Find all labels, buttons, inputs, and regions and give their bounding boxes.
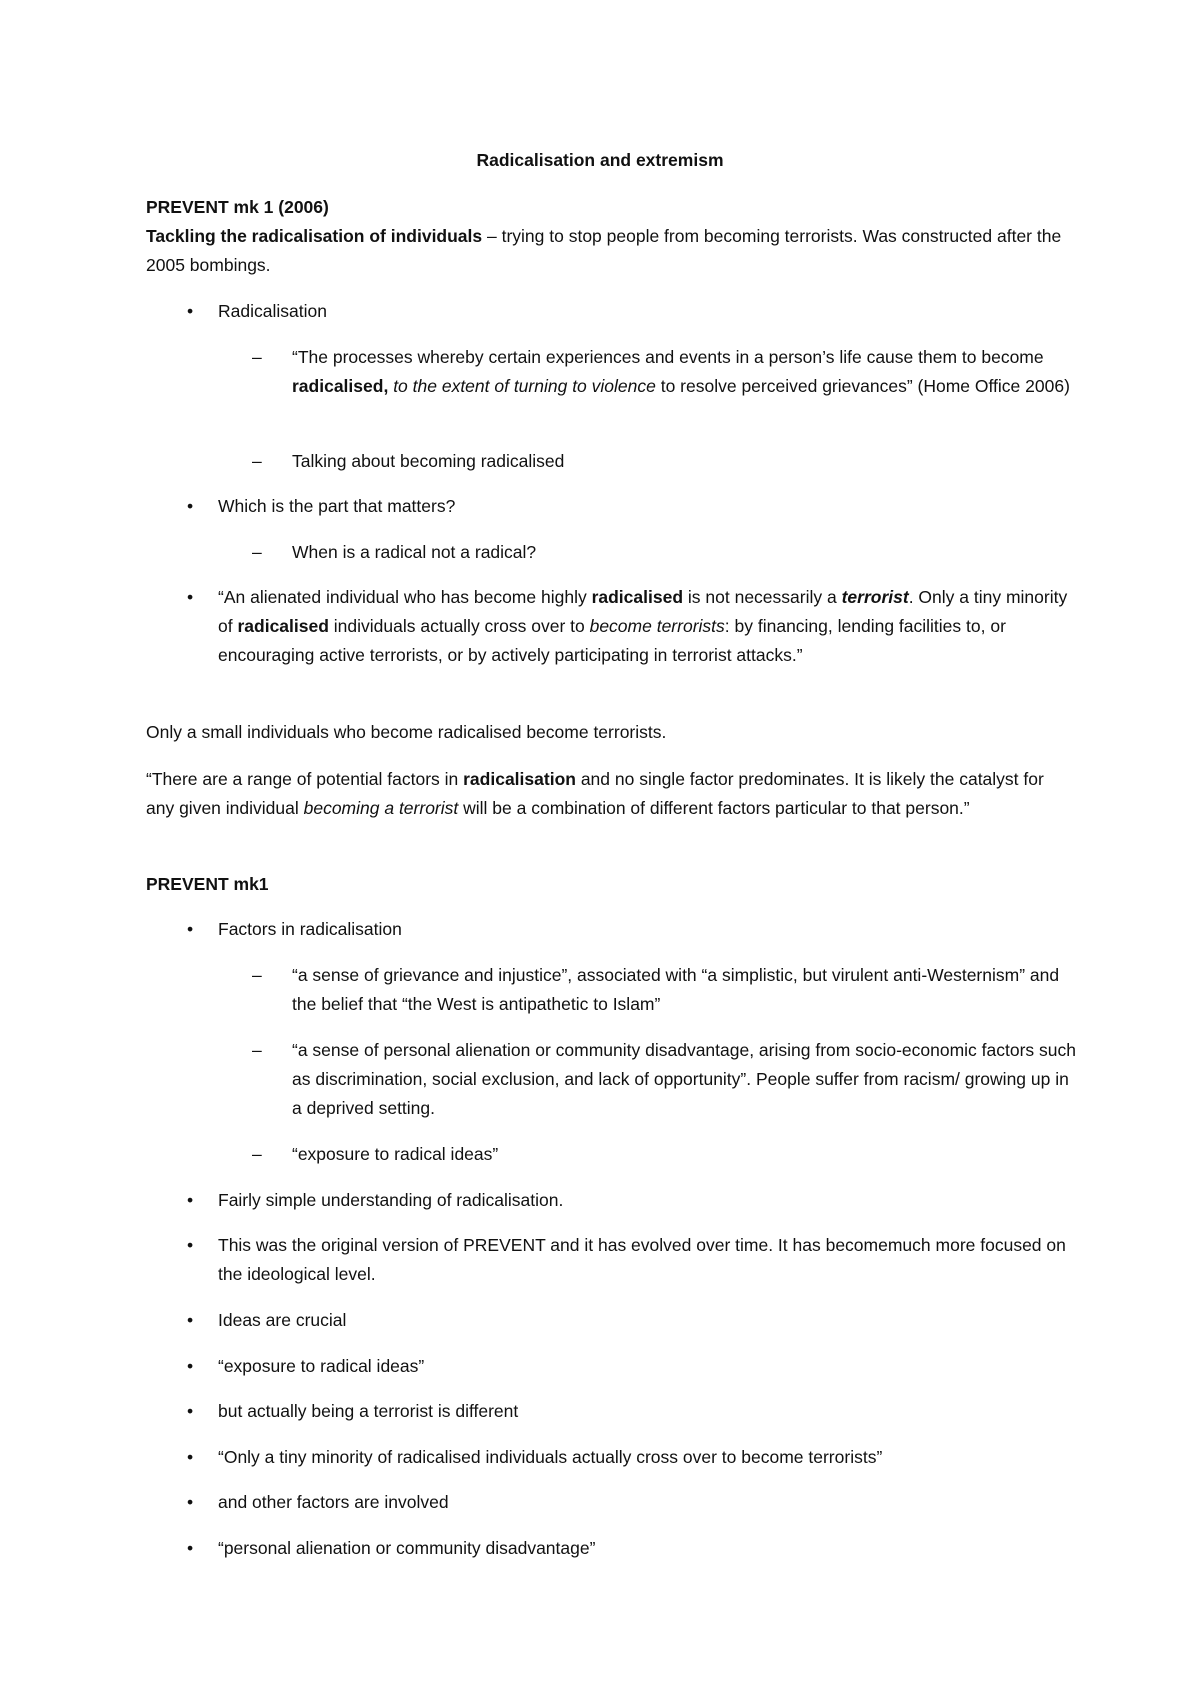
italic-phrase: become terrorists bbox=[589, 616, 725, 636]
italic-phrase: becoming a terrorist bbox=[303, 798, 459, 818]
list-item bbox=[187, 1352, 1077, 1381]
list-item-text: Factors in radicalisation bbox=[218, 919, 402, 939]
dash-marker: – bbox=[252, 542, 262, 562]
quote-text: “An alienated individual who has become highly bbox=[218, 587, 592, 607]
bullet-marker: • bbox=[187, 587, 194, 607]
sub-list-item bbox=[252, 447, 1082, 476]
sub-list-item bbox=[252, 343, 1082, 401]
list-item bbox=[187, 915, 1077, 944]
bullet-marker: • bbox=[187, 1190, 194, 1210]
dash-marker: – bbox=[252, 1040, 262, 1060]
bullet-marker: • bbox=[187, 1310, 194, 1330]
sub-list-item-text: “a sense of grievance and injustice”, associated with “a simplistic, but virulent anti-Westernism” and the belief that “the West is antipathetic to Islam” bbox=[292, 965, 1060, 1014]
list-item bbox=[187, 492, 1077, 521]
dash-marker: – bbox=[252, 451, 262, 471]
list-item-text: Fairly simple understanding of radicalisation. bbox=[218, 1190, 564, 1210]
sub-list-item bbox=[252, 538, 1082, 567]
list-item-text: but actually being a terrorist is different bbox=[218, 1401, 519, 1421]
bullet-marker: • bbox=[187, 919, 194, 939]
list-item bbox=[187, 1186, 1077, 1215]
sub-list-item-text: When is a radical not a radical? bbox=[292, 542, 537, 562]
list-item-text: Which is the part that matters? bbox=[218, 496, 456, 516]
section-heading-prevent-mk1-2006: PREVENT mk 1 (2006) bbox=[146, 197, 329, 217]
sub-list-item-text: “exposure to radical ideas” bbox=[292, 1144, 499, 1164]
sub-list-item-text: Talking about becoming radicalised bbox=[292, 451, 565, 471]
quote-text: : by financing, lending facilities to, or encouraging active terrorists, or by actively participating in terrorist attacks.” bbox=[218, 616, 1006, 665]
list-item bbox=[187, 583, 1077, 670]
sub-list-item bbox=[252, 961, 1082, 1019]
sub-list-item-text: “a sense of personal alienation or community disadvantage, arising from socio-economic factors such as discrimination, social exclusion, and lack of opportunity”. People suffer from racism/ growing up in a deprived setting. bbox=[292, 1040, 1076, 1118]
bold-term: radicalised, bbox=[292, 376, 389, 396]
list-item bbox=[187, 1488, 1077, 1517]
list-item-text: “exposure to radical ideas” bbox=[218, 1356, 425, 1376]
quote-text: “There are a range of potential factors in bbox=[146, 769, 464, 789]
bold-term: radicalised bbox=[237, 616, 329, 636]
list-item-text bbox=[218, 583, 1077, 670]
list-item-text: This was the original version of PREVENT and it has evolved over time. It has becomemuch more focused on the ideological level. bbox=[218, 1235, 1066, 1284]
list-item bbox=[187, 1534, 1077, 1563]
list-item-text: Radicalisation bbox=[218, 301, 327, 321]
bullet-marker: • bbox=[187, 496, 194, 516]
list-item bbox=[187, 1443, 1077, 1472]
bullet-marker: • bbox=[187, 1492, 194, 1512]
list-item-text: and other factors are involved bbox=[218, 1492, 449, 1512]
paragraph: Only a small individuals who become radicalised become terrorists. bbox=[146, 722, 667, 742]
quote-text: individuals actually cross over to bbox=[328, 616, 590, 636]
list-item-text: Ideas are crucial bbox=[218, 1310, 347, 1330]
quote-text: to resolve perceived grievances” (Home Office 2006) bbox=[655, 376, 1070, 396]
bold-italic-term: terrorist bbox=[841, 587, 909, 607]
dash-marker: – bbox=[252, 1144, 262, 1164]
list-item-text: “Only a tiny minority of radicalised individuals actually cross over to become terrorists” bbox=[218, 1447, 883, 1467]
quote-text: . Only a tiny minority of bbox=[218, 587, 1068, 636]
quote-text: “The processes whereby certain experiences and events in a person’s life cause them to become bbox=[292, 347, 1044, 367]
bullet-marker: • bbox=[187, 1401, 194, 1421]
list-item bbox=[187, 297, 1077, 326]
list-item bbox=[187, 1231, 1077, 1289]
section-heading-prevent-mk1: PREVENT mk1 bbox=[146, 874, 269, 894]
bullet-marker: • bbox=[187, 301, 194, 321]
quote-text: and no single factor predominates. It is likely the catalyst for any given individual bbox=[146, 769, 1044, 818]
bullet-marker: • bbox=[187, 1356, 194, 1376]
quote-text: will be a combination of different factors particular to that person.” bbox=[458, 798, 970, 818]
bullet-marker: • bbox=[187, 1235, 194, 1255]
bold-term: radicalised bbox=[591, 587, 684, 607]
list-item bbox=[187, 1306, 1077, 1335]
quote-text: is not necessarily a bbox=[683, 587, 842, 607]
dash-marker: – bbox=[252, 965, 262, 985]
bullet-marker: • bbox=[187, 1447, 194, 1467]
italic-phrase: to the extent of turning to violence bbox=[393, 376, 656, 396]
list-item-text: “personal alienation or community disadvantage” bbox=[218, 1538, 596, 1558]
dash-marker: – bbox=[252, 347, 262, 367]
bullet-marker: • bbox=[187, 1538, 194, 1558]
bold-term: radicalisation bbox=[463, 769, 576, 789]
quote-paragraph bbox=[146, 765, 1066, 823]
sub-list-item-text bbox=[292, 343, 1082, 401]
intro-bold-phrase: Tackling the radicalisation of individuals bbox=[146, 226, 483, 246]
intro-paragraph bbox=[146, 222, 1066, 280]
list-item bbox=[187, 1397, 1077, 1426]
document-title: Radicalisation and extremism bbox=[476, 150, 724, 170]
sub-list-item bbox=[252, 1036, 1082, 1123]
intro-text: – trying to stop people from becoming terrorists. Was constructed after the 2005 bombings. bbox=[146, 226, 1062, 275]
sub-list-item bbox=[252, 1140, 1082, 1169]
